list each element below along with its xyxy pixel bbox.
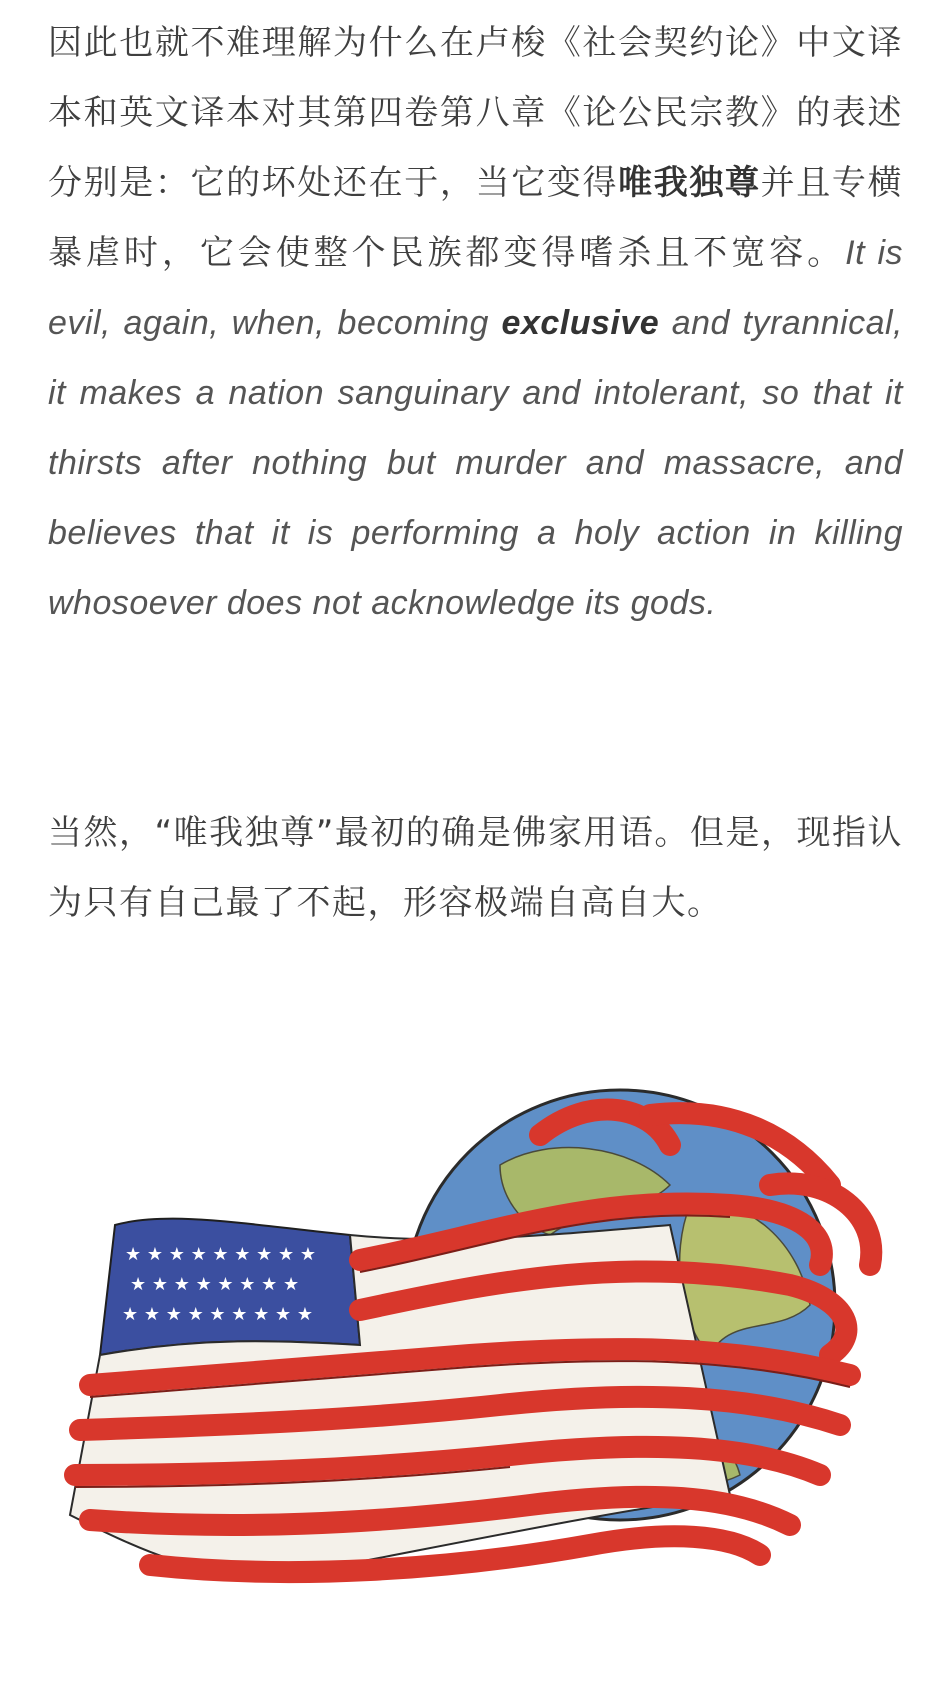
paragraph-rousseau-quote — [48, 8, 903, 638]
paragraph-buddhist-term: 当然，“唯我独尊”最初的确是佛家用语。但是，现指认为只有自己最了不起，形容极端自高自大。 — [48, 813, 903, 923]
svg-text:★ ★ ★ ★ ★ ★ ★ ★ ★: ★ ★ ★ ★ ★ ★ ★ ★ ★ — [125, 1244, 317, 1265]
en-bold-term: exclusive — [501, 304, 660, 342]
zh-intro-text: 因此也就不难理解为什么在卢梭《社会契约论》中文译本和英文译本对其第四卷第八章《论公民宗教》的表述分别是：它的坏处还在于，当它变得 — [48, 23, 903, 203]
en-before-text: It is evil, again, when, becoming — [48, 234, 903, 342]
svg-text:★ ★ ★ ★ ★ ★ ★ ★: ★ ★ ★ ★ ★ ★ ★ ★ — [130, 1274, 300, 1295]
zh-rest-text: 并且专横暴虐时，它会使整个民族都变得嗜杀且不宽容。 — [48, 163, 904, 273]
us-flag-wrapping-globe-cartoon-icon — [30, 1075, 930, 1635]
en-after-text: and tyrannical, it makes a nation sanguinary and intolerant, so that it thirsts after nothing but murder and massacre, and believes that it is performing a holy action in killing whosoever does not acknowledge its gods. — [48, 304, 903, 622]
flag-canton — [100, 1219, 360, 1355]
svg-text:★ ★ ★ ★ ★ ★ ★ ★ ★: ★ ★ ★ ★ ★ ★ ★ ★ ★ — [122, 1304, 314, 1325]
zh-bold-term: 唯我独尊 — [618, 163, 761, 203]
english-quote — [48, 234, 903, 622]
